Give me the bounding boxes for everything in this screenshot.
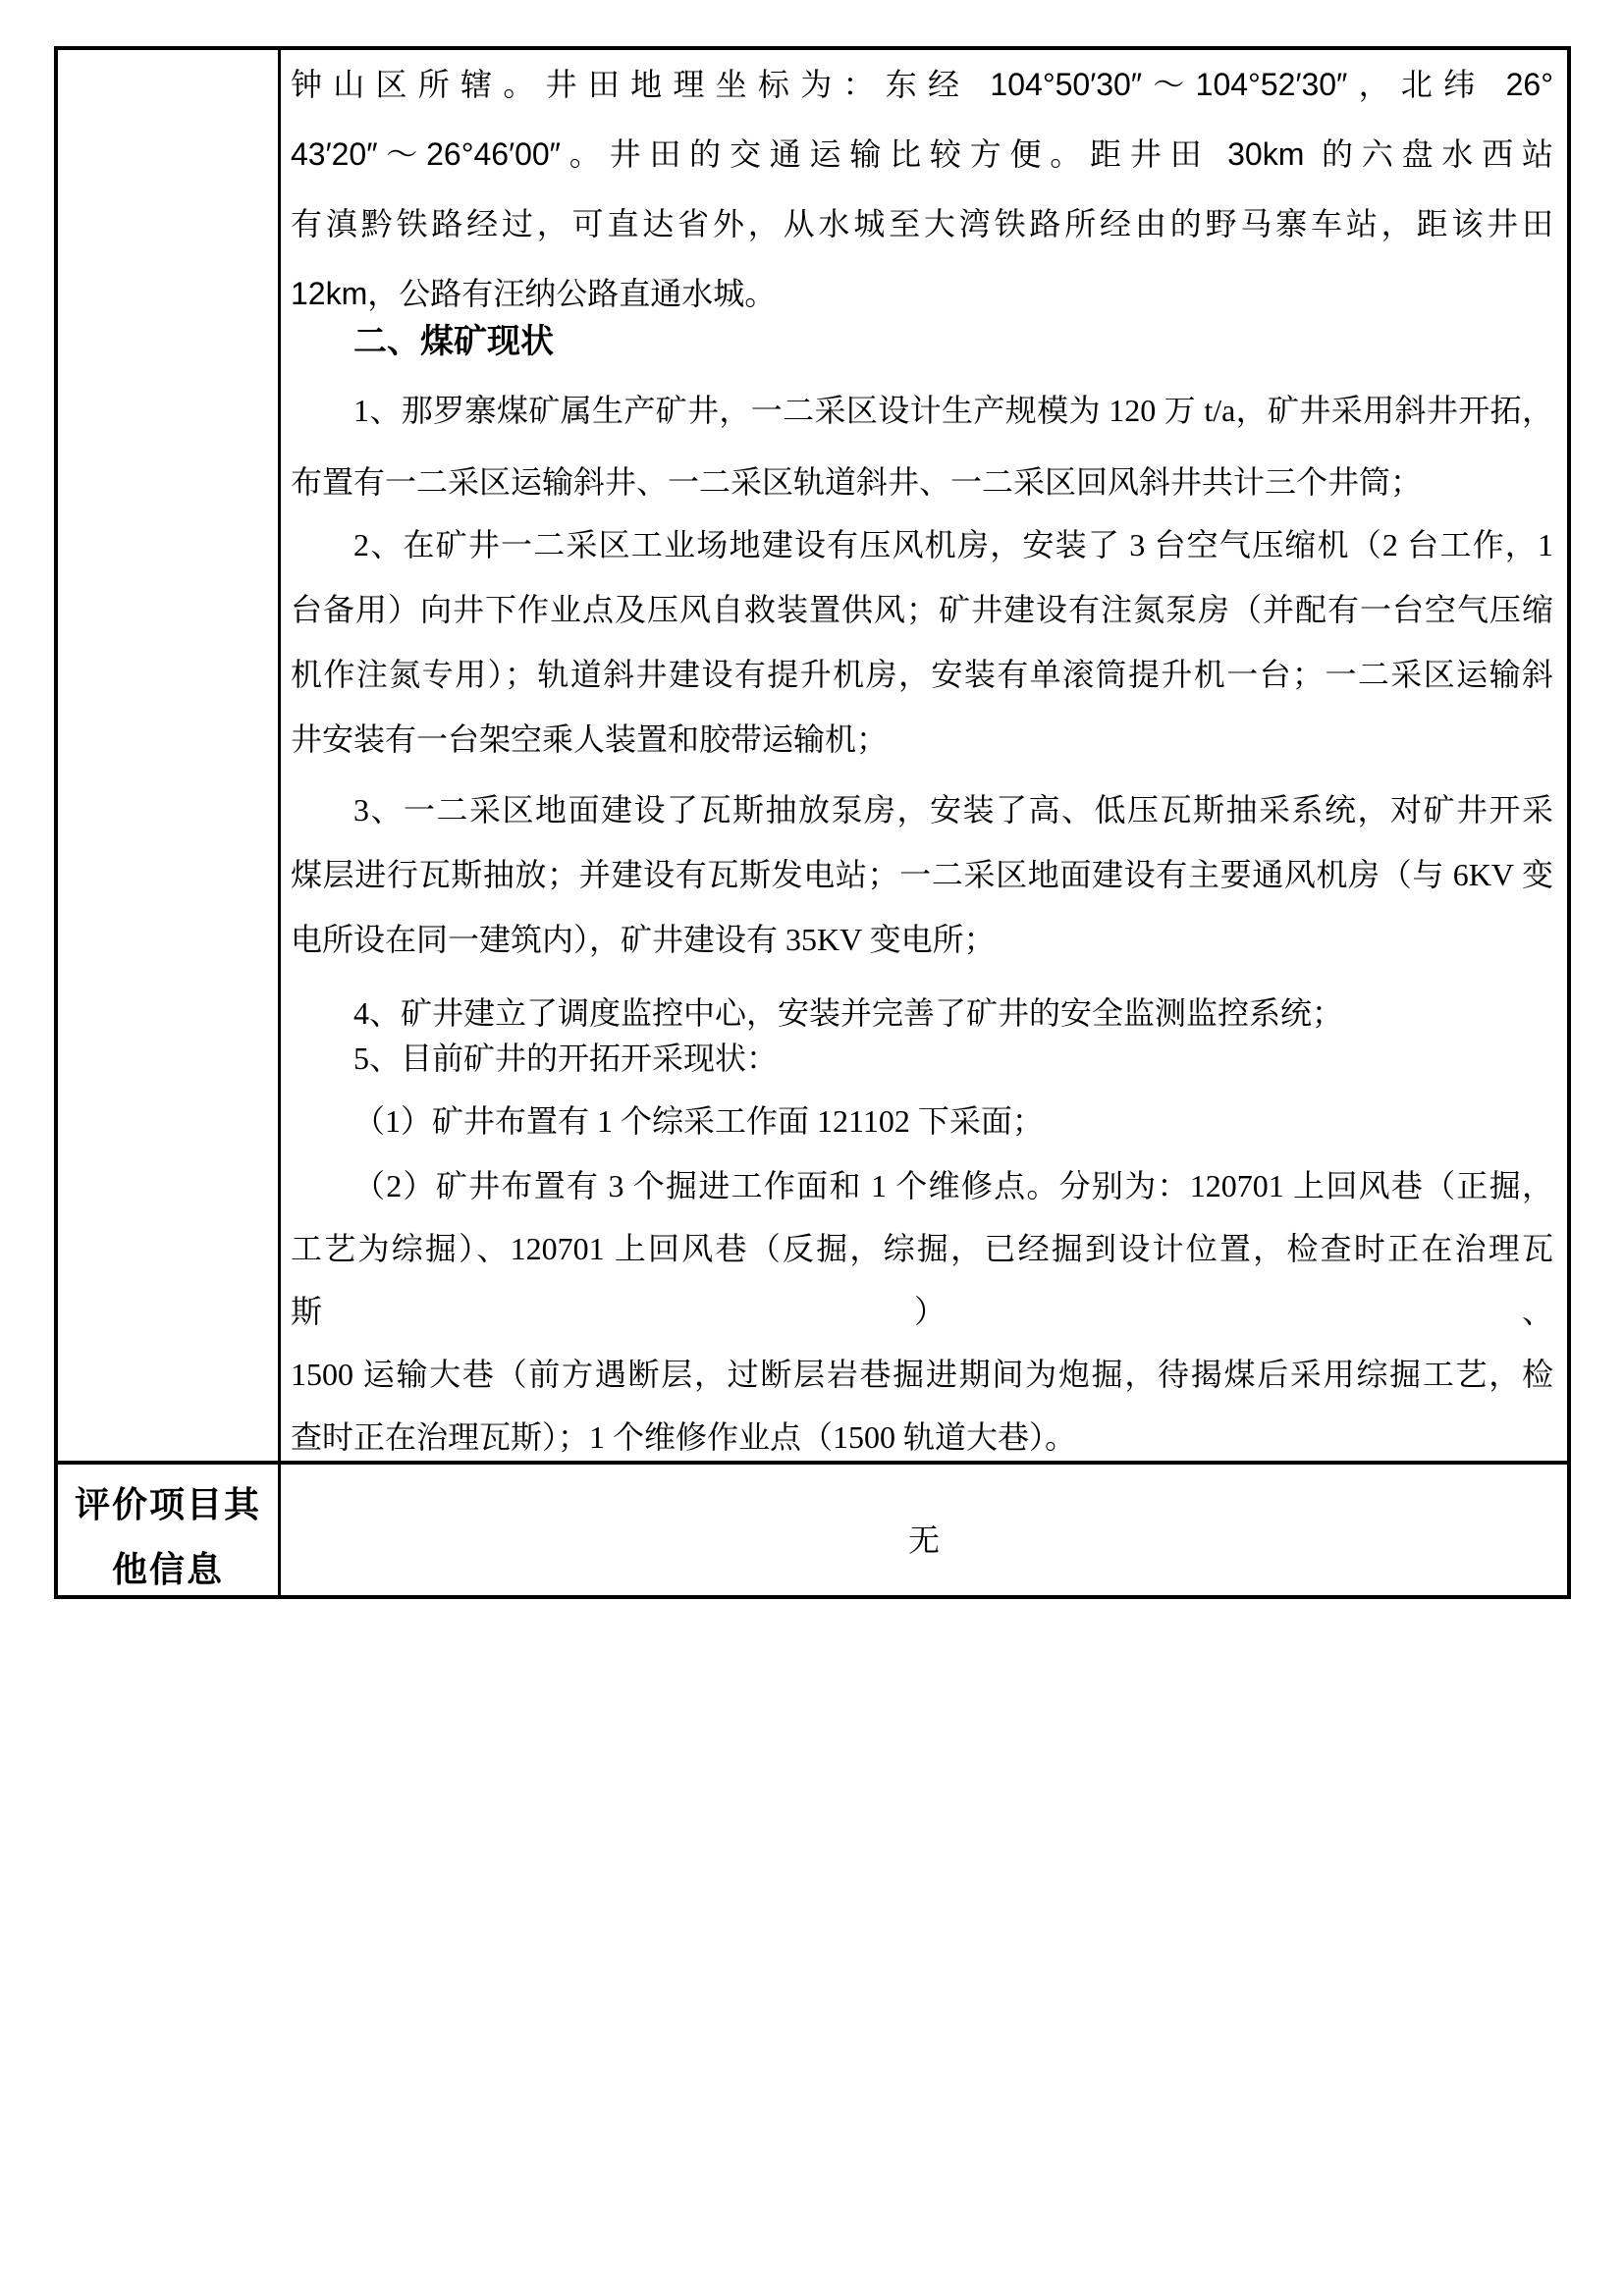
text-line: 钟山区所辖。井田地理坐标为：东经 104°50′30″～104°52′30″，北纬 26° bbox=[291, 67, 1553, 102]
row-label-line: 他信息 bbox=[111, 1549, 224, 1589]
row-label-other-info bbox=[58, 1465, 281, 1595]
text-line: 台备用）向井下作业点及压风自救装置供风；矿井建设有注氮泵房（并配有一台空气压缩 bbox=[291, 592, 1553, 627]
text-line: 查时正在治理瓦斯）；1 个维修作业点（1500 轨道大巷）。 bbox=[291, 1419, 1077, 1455]
intro-paragraph bbox=[291, 50, 1553, 329]
text-line: 4、矿井建立了调度监控中心，安装并完善了矿井的安全监测监控系统； bbox=[353, 995, 1344, 1031]
text-line: 1、那罗寨煤矿属生产矿井，一二采区设计生产规模为 120 万 t/a，矿井采用斜井开拓， bbox=[353, 393, 1553, 428]
table-row-mine-status bbox=[58, 50, 1567, 1461]
row-label-line: 评价项目其 bbox=[74, 1484, 261, 1524]
paragraph-4 bbox=[291, 990, 1553, 1036]
text-line: 煤层进行瓦斯抽放；并建设有瓦斯发电站；一二采区地面建设有主要通风机房（与 6KV 变 bbox=[291, 857, 1553, 892]
table-row-other-info bbox=[58, 1461, 1567, 1595]
text-line: 1500 运输大巷（前方遇断层，过断层岩巷掘进期间为炮掘，待揭煤后采用综掘工艺，检 bbox=[291, 1357, 1553, 1392]
text-line: 电所设在同一建筑内），矿井建设有 35KV 变电所； bbox=[291, 922, 996, 957]
other-info-value: 无 bbox=[907, 1522, 940, 1558]
paragraph-2 bbox=[291, 512, 1553, 772]
text-line: 井安装有一台架空乘人装置和胶带运输机； bbox=[291, 721, 889, 757]
paragraph-item-2 bbox=[291, 1154, 1553, 1461]
text-line: 工艺为综掘）、120701 上回风巷（反掘，综掘，已经掘到设计位置，检查时正在治理瓦斯）、 bbox=[291, 1231, 1553, 1329]
text-line: 12km，公路有汪纳公路直通水城。 bbox=[291, 276, 777, 311]
text-line: 2、在矿井一二采区工业场地建设有压风机房，安装了 3 台空气压缩机（2 台工作，1 bbox=[353, 527, 1553, 562]
other-info-value-cell bbox=[281, 1465, 1567, 1595]
text-line: 布置有一二采区运输斜井、一二采区轨道斜井、一二采区回风斜井共计三个井筒； bbox=[291, 464, 1423, 500]
paragraph-5 bbox=[291, 1036, 1553, 1081]
text-line: 3、一二采区地面建设了瓦斯抽放泵房，安装了高、低压瓦斯抽采系统，对矿井开采 bbox=[353, 792, 1553, 828]
paragraph-3 bbox=[291, 777, 1553, 972]
text-line: 5、目前矿井的开拓开采现状： bbox=[353, 1041, 779, 1076]
text-line: （1）矿井布置有 1 个综采工作面 121102 下采面； bbox=[353, 1103, 1044, 1139]
mine-status-cell bbox=[281, 50, 1567, 1461]
text-line: 有滇黔铁路经过，可直达省外，从水城至大湾铁路所经由的野马寨车站，距该井田 bbox=[291, 206, 1553, 241]
paragraph-1 bbox=[291, 375, 1553, 518]
assessment-table bbox=[54, 46, 1571, 1599]
paragraph-item-1 bbox=[291, 1098, 1553, 1144]
text-line: 43′20″～26°46′00″。井田的交通运输比较方便。距井田 30km 的六盘水西站 bbox=[291, 136, 1553, 172]
text-line: 机作注氮专用）；轨道斜井建设有提升机房，安装有单滚筒提升机一台；一二采区运输斜 bbox=[291, 657, 1553, 692]
row-label-cell-empty bbox=[58, 50, 281, 1461]
section-heading: 二、煤矿现状 bbox=[353, 323, 554, 360]
text-line: （2）矿井布置有 3 个掘进工作面和 1 个维修点。分别为：120701 上回风巷（正掘， bbox=[353, 1168, 1553, 1203]
